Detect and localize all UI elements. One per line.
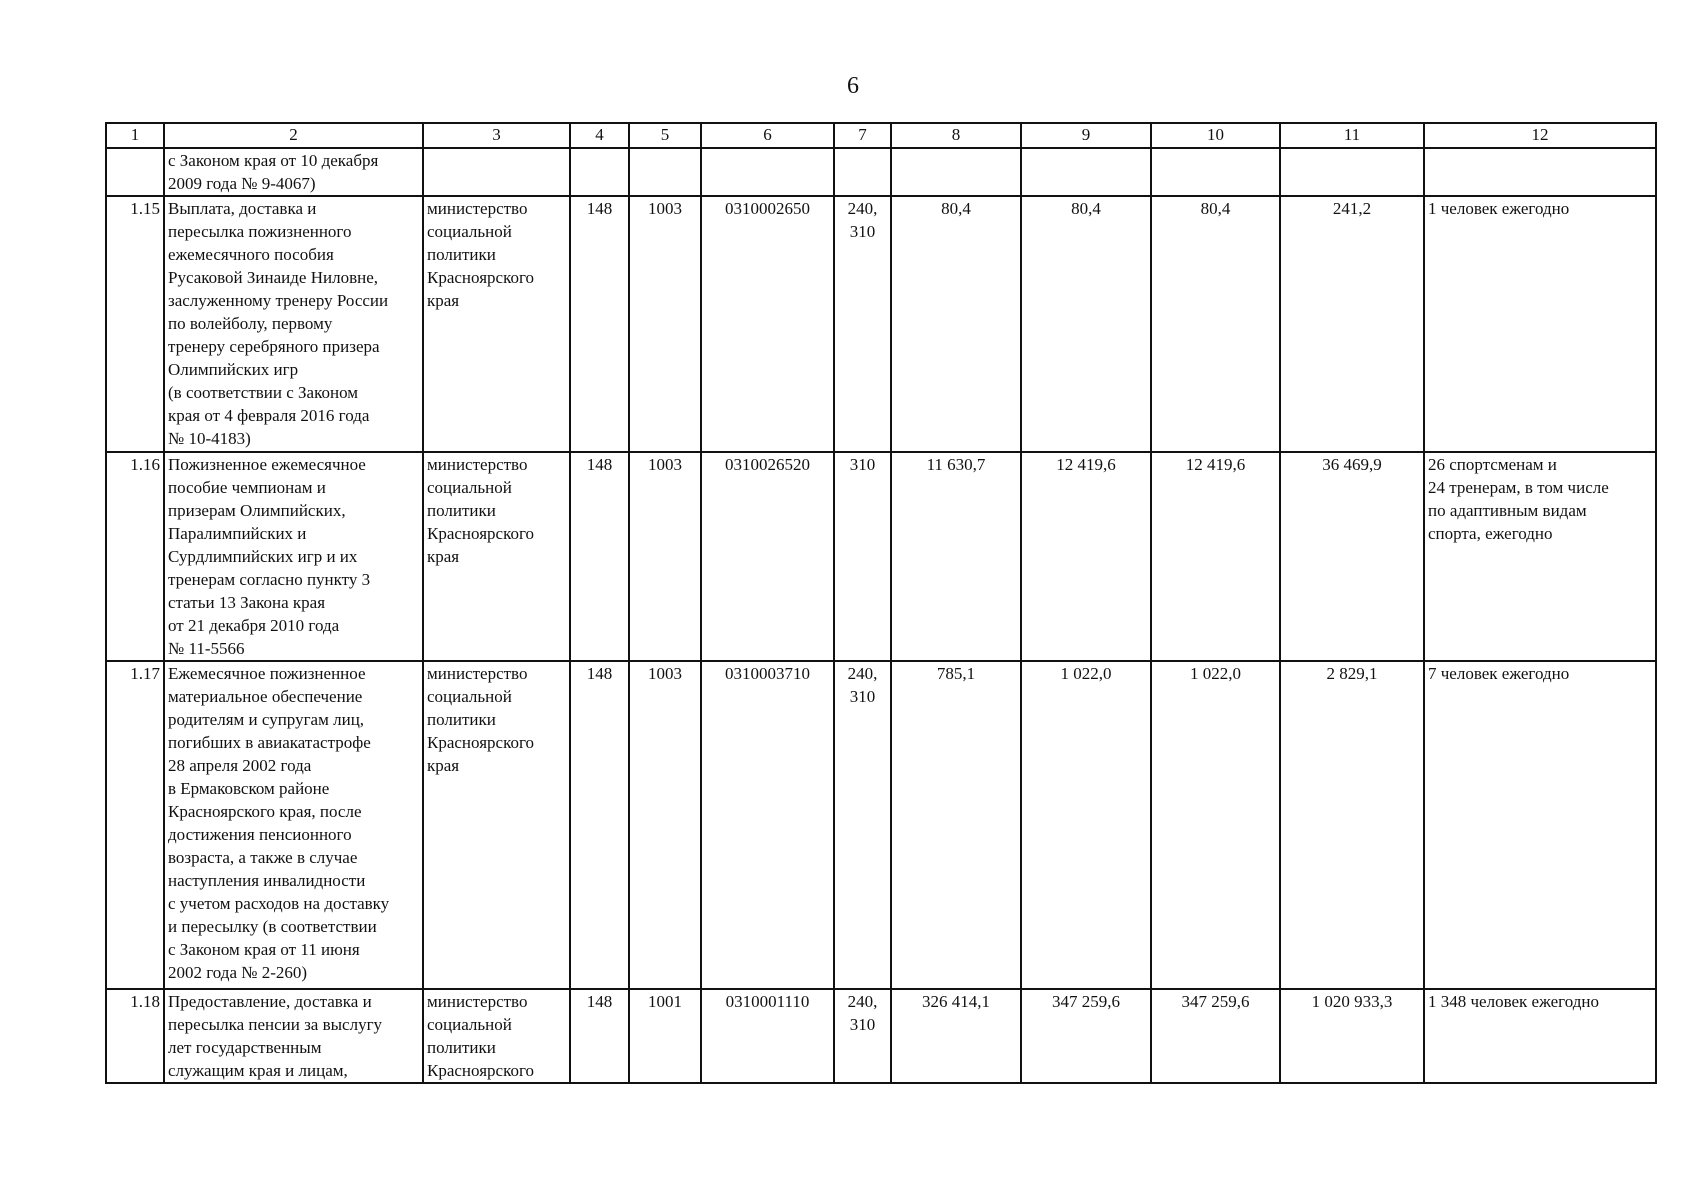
cell-text-line: Паралимпийских и: [168, 524, 307, 543]
table-row: [106, 148, 1656, 196]
cell-text-line: 240,: [847, 664, 878, 683]
row-number-cell: 1.16: [106, 452, 164, 661]
row-number-cell: 1.15: [106, 196, 164, 452]
cell-text-line: № 10-4183): [168, 429, 251, 448]
column-header: 12: [1424, 123, 1656, 148]
expense-type-cell: [834, 989, 891, 1083]
cell-text-line: 310: [849, 455, 876, 474]
cell-text-line: министерство: [427, 992, 528, 1011]
code-cell: [570, 148, 629, 196]
cell-text-line: социальной: [427, 1015, 512, 1034]
code-cell: 148: [570, 452, 629, 661]
table-row: [106, 989, 1656, 1083]
cell-text-line: 310: [849, 687, 876, 706]
row-number-cell: [106, 148, 164, 196]
administrator-cell: [423, 989, 570, 1083]
total-amount-cell: 1 020 933,3: [1280, 989, 1424, 1083]
column-header: 2: [164, 123, 423, 148]
cell-text-line: социальной: [427, 222, 512, 241]
cell-text-line: Русаковой Зинаиде Ниловне,: [168, 268, 378, 287]
cell-text-line: политики: [427, 245, 496, 264]
cell-text-line: Красноярского: [427, 524, 535, 543]
administrator-cell: [423, 452, 570, 661]
section-code-cell: 1001: [629, 989, 701, 1083]
cell-text-line: министерство: [427, 199, 528, 218]
cell-text-line: края: [427, 547, 460, 566]
cell-text-line: Красноярского: [427, 1061, 535, 1080]
cell-text-line: и пересылку (в соответствии: [168, 917, 377, 936]
amount-cell: 80,4: [1021, 196, 1151, 452]
target-code-cell: [701, 148, 834, 196]
column-header: 11: [1280, 123, 1424, 148]
amount-cell: 347 259,6: [1021, 989, 1151, 1083]
administrator-cell: [423, 148, 570, 196]
expense-type-cell: [834, 196, 891, 452]
column-header: 3: [423, 123, 570, 148]
cell-text-line: достижения пенсионного: [168, 825, 352, 844]
amount-cell: 1 022,0: [1021, 661, 1151, 989]
cell-text-line: 2002 года № 2-260): [168, 963, 308, 982]
cell-text-line: политики: [427, 501, 496, 520]
amount-cell: 12 419,6: [1151, 452, 1280, 661]
expense-type-cell: [834, 148, 891, 196]
result-cell: [1424, 148, 1656, 196]
cell-text-line: с учетом расходов на доставку: [168, 894, 390, 913]
cell-text-line: политики: [427, 1038, 496, 1057]
table-row: [106, 452, 1656, 661]
header-row: [106, 123, 1656, 148]
cell-text-line: в Ермаковском районе: [168, 779, 330, 798]
row-number-cell: 1.18: [106, 989, 164, 1083]
cell-text-line: пересылка пенсии за выслугу: [168, 1015, 383, 1034]
cell-text-line: пособие чемпионам и: [168, 478, 326, 497]
column-header: 6: [701, 123, 834, 148]
cell-text-line: № 11-5566: [168, 639, 245, 658]
cell-text-line: погибших в авиакатастрофе: [168, 733, 371, 752]
cell-text-line: ежемесячного пособия: [168, 245, 334, 264]
cell-text-line: Олимпийских игр: [168, 360, 299, 379]
cell-text-line: Предоставление, доставка и: [168, 992, 372, 1011]
table-row: [106, 196, 1656, 452]
result-cell: [1424, 989, 1656, 1083]
column-header: 1: [106, 123, 164, 148]
result-cell: [1424, 196, 1656, 452]
cell-text-line: с Законом края от 11 июня: [168, 940, 360, 959]
cell-text-line: 240,: [847, 992, 878, 1011]
amount-cell: 80,4: [891, 196, 1021, 452]
cell-text-line: 310: [849, 1015, 876, 1034]
cell-text-line: лет государственным: [168, 1038, 322, 1057]
administrator-cell: [423, 196, 570, 452]
cell-text-line: социальной: [427, 478, 512, 497]
result-cell: [1424, 452, 1656, 661]
cell-text-line: Красноярского: [427, 733, 535, 752]
cell-text-line: наступления инвалидности: [168, 871, 366, 890]
row-number-cell: 1.17: [106, 661, 164, 989]
cell-text-line: служащим края и лицам,: [168, 1061, 348, 1080]
description-cell: [164, 148, 423, 196]
column-header: 7: [834, 123, 891, 148]
target-code-cell: 0310002650: [701, 196, 834, 452]
section-code-cell: 1003: [629, 196, 701, 452]
section-code-cell: 1003: [629, 452, 701, 661]
description-cell: [164, 989, 423, 1083]
cell-text-line: по адаптивным видам: [1428, 501, 1587, 520]
description-cell: [164, 452, 423, 661]
total-amount-cell: 36 469,9: [1280, 452, 1424, 661]
cell-text-line: (в соответствии с Законом: [168, 383, 359, 402]
column-header: 5: [629, 123, 701, 148]
total-amount-cell: 2 829,1: [1280, 661, 1424, 989]
cell-text-line: края: [427, 291, 460, 310]
page-number: 6: [847, 73, 859, 99]
cell-text-line: края: [427, 756, 460, 775]
cell-text-line: от 21 декабря 2010 года: [168, 616, 340, 635]
cell-text-line: Пожизненное ежемесячное: [168, 455, 366, 474]
total-amount-cell: [1280, 148, 1424, 196]
cell-text-line: Красноярского: [427, 268, 535, 287]
code-cell: 148: [570, 661, 629, 989]
amount-cell: 347 259,6: [1151, 989, 1280, 1083]
cell-text-line: Красноярского края, после: [168, 802, 362, 821]
cell-text-line: Ежемесячное пожизненное: [168, 664, 366, 683]
amount-cell: [1021, 148, 1151, 196]
cell-text-line: спорта, ежегодно: [1428, 524, 1553, 543]
section-code-cell: 1003: [629, 661, 701, 989]
cell-text-line: Выплата, доставка и: [168, 199, 317, 218]
cell-text-line: 240,: [847, 199, 878, 218]
cell-text-line: 28 апреля 2002 года: [168, 756, 312, 775]
cell-text-line: по волейболу, первому: [168, 314, 333, 333]
amount-cell: [891, 148, 1021, 196]
description-cell: [164, 661, 423, 989]
amount-cell: 80,4: [1151, 196, 1280, 452]
cell-text-line: 26 спортсменам и: [1428, 455, 1557, 474]
cell-text-line: призерам Олимпийских,: [168, 501, 346, 520]
column-header: 8: [891, 123, 1021, 148]
section-code-cell: [629, 148, 701, 196]
cell-text-line: тренеру серебряного призера: [168, 337, 380, 356]
cell-text-line: министерство: [427, 455, 528, 474]
cell-text-line: министерство: [427, 664, 528, 683]
code-cell: 148: [570, 196, 629, 452]
column-header: 10: [1151, 123, 1280, 148]
cell-text-line: 310: [849, 222, 876, 241]
target-code-cell: 0310003710: [701, 661, 834, 989]
cell-text-line: 7 человек ежегодно: [1428, 664, 1570, 683]
cell-text-line: тренерам согласно пункту 3: [168, 570, 371, 589]
cell-text-line: родителям и супругам лиц,: [168, 710, 365, 729]
cell-text-line: заслуженному тренеру России: [168, 291, 389, 310]
column-header: 4: [570, 123, 629, 148]
target-code-cell: 0310001110: [701, 989, 834, 1083]
amount-cell: 12 419,6: [1021, 452, 1151, 661]
column-header: 9: [1021, 123, 1151, 148]
total-amount-cell: 241,2: [1280, 196, 1424, 452]
cell-text-line: края от 4 февраля 2016 года: [168, 406, 370, 425]
cell-text-line: 2009 года № 9-4067): [168, 174, 316, 193]
cell-text-line: 24 тренерам, в том числе: [1428, 478, 1609, 497]
target-code-cell: 0310026520: [701, 452, 834, 661]
cell-text-line: материальное обеспечение: [168, 687, 363, 706]
result-cell: [1424, 661, 1656, 989]
administrator-cell: [423, 661, 570, 989]
expense-type-cell: [834, 661, 891, 989]
code-cell: 148: [570, 989, 629, 1083]
description-cell: [164, 196, 423, 452]
cell-text-line: 1 человек ежегодно: [1428, 199, 1570, 218]
table-row: [106, 661, 1656, 989]
cell-text-line: 1 348 человек ежегодно: [1428, 992, 1599, 1011]
cell-text-line: возраста, а также в случае: [168, 848, 358, 867]
amount-cell: [1151, 148, 1280, 196]
amount-cell: 785,1: [891, 661, 1021, 989]
cell-text-line: с Законом края от 10 декабря: [168, 151, 379, 170]
cell-text-line: пересылка пожизненного: [168, 222, 352, 241]
amount-cell: 326 414,1: [891, 989, 1021, 1083]
cell-text-line: статьи 13 Закона края: [168, 593, 326, 612]
budget-table: [105, 122, 1657, 1084]
amount-cell: 11 630,7: [891, 452, 1021, 661]
amount-cell: 1 022,0: [1151, 661, 1280, 989]
expense-type-cell: [834, 452, 891, 661]
cell-text-line: политики: [427, 710, 496, 729]
cell-text-line: Сурдлимпийских игр и их: [168, 547, 358, 566]
cell-text-line: социальной: [427, 687, 512, 706]
